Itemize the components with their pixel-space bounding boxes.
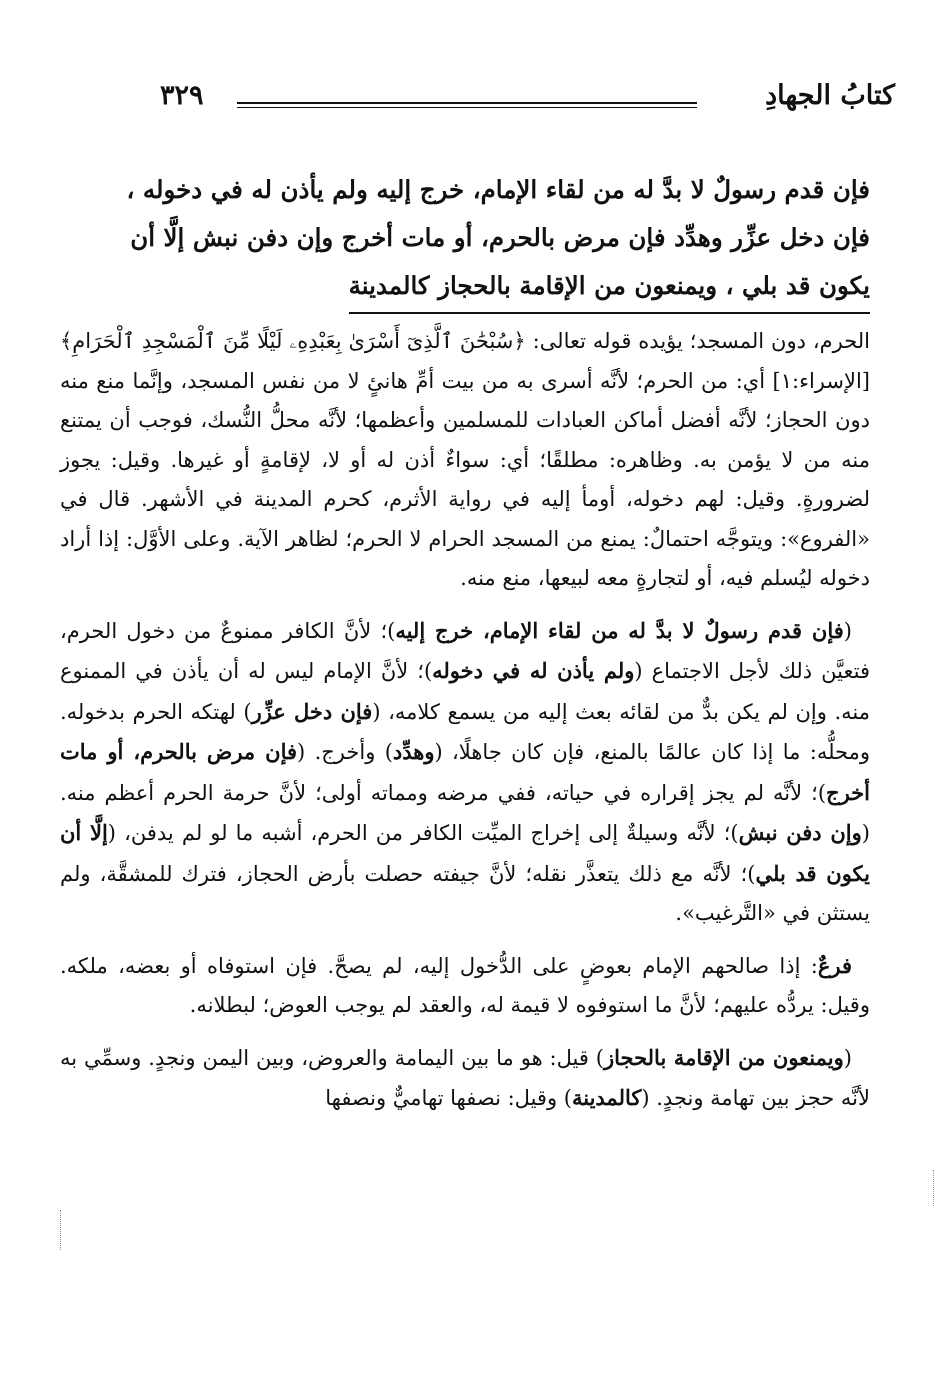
quoted-matn: فإن مرض بالحرم، أو مات أخرج — [60, 739, 870, 805]
quoted-matn: كالمدينة — [571, 1085, 642, 1110]
page-header — [160, 80, 895, 120]
main-text-line-3-text: يكون قد بلي ، ويمنعون من الإقامة بالحجاز كالمدينة — [349, 262, 870, 314]
commentary-text: ) قيل: هو ما بين اليمامة والعروض، وبين اليمن ونجدٍ. وسمِّي به لأنَّه حجز بين تهامة ونجدٍ. ( — [60, 1045, 870, 1110]
commentary-text: )؛ لأنَّ الإمام ليس له أن يأذن في الممنوع منه. وإن لم يكن بدٌّ من لقائه بعث إليه من يسمع كلامه، ( — [60, 659, 870, 724]
page-number: ٣٢٩ — [160, 80, 204, 111]
commentary-paragraph-4 — [60, 1038, 870, 1119]
commentary-text: )؛ لأنَّ الكافر ممنوعٌ من دخول الحرم، فتعيَّن ذلك لأجل الاجتماع ( — [60, 618, 870, 683]
quoted-matn: فإن قدم رسولٌ لا بدَّ له من لقاء الإمام، خرج إليه — [395, 617, 844, 643]
main-text-line-1: فإن قدم رسولٌ لا بدَّ له من لقاء الإمام، خرج إليه ولم يأذن له في دخوله ، — [126, 175, 870, 204]
commentary-text: الحرم، دون المسجد؛ يؤيده قوله تعالى: ﴿سُبْحَٰنَ ٱلَّذِىٓ أَسْرَىٰ بِعَبْدِهِۦ لَيْلًا مِّنَ ٱلْمَسْجِدِ ٱلْحَرَامِ﴾ [الإسراء:١] أي: من الحرم؛ لأنَّه أسرى به من بيت أمِّ هانئٍ لا من نفس المسجد، وإنَّما منع منه دون الحجاز؛ لأنَّه أفضل أماكن العبادات للمسلمين وأعظمها؛ لأنَّه محلُّ النُّسك، فوجب أن يمتنع منه من لا يؤمن به. وظاهره: مطلقًا؛ أي: سواءٌ أذن له أو لا، لإقامةٍ أو غيرها. وقيل: يجوز لضرورةٍ. وقيل: لهم دخوله، أومأ إليه في رواية الأثرم، كحرم المدينة في الأشهر. قال في «الفروع»: ويتوجَّه احتمالٌ: يمنع من المسجد الحرام لا الحرم؛ لظاهر الآية. وعلى الأوَّل: إذا أراد دخوله ليُسلم فيه، أو لتجارةٍ معه لبيعها، منع منه. — [60, 329, 870, 590]
branch-heading: فرعٌ — [817, 952, 852, 978]
commentary-paragraph-2 — [60, 611, 870, 934]
open-paren: ( — [843, 1045, 852, 1070]
running-head-title: كتابُ الجهادِ — [765, 80, 895, 111]
commentary-text: )؛ لأنَّه مع ذلك يتعذَّر نقله؛ لأنَّ جيفته حصلت بأرض الحجاز، فترك للمشقَّة، ولم يستثن في «التَّرغيب». — [60, 861, 870, 925]
commentary-text: )؛ لأنَّه لم يجز إقراره في حياته، ففي مرضه ومماته أولى؛ لأنَّ حرمة الحرم أعظم منه. ( — [60, 780, 870, 845]
commentary-paragraph-3 — [60, 946, 870, 1026]
quoted-matn: فإن دخل عزِّر — [251, 698, 373, 724]
main-text-block — [60, 166, 870, 314]
quoted-matn: وإن دفن نبش — [738, 820, 862, 845]
main-text-line-3 — [60, 262, 870, 314]
commentary-text: ) لهتكه الحرم بدخوله. ومحلُّه: ما إذا كان عالمًا بالمنع، فإن كان جاهلًا، ( — [60, 699, 870, 764]
quoted-matn: ويمنعون من الإقامة بالحجاز — [604, 1044, 844, 1070]
quoted-matn: إلَّا أن يكون قد بلي — [60, 820, 870, 886]
quoted-matn: وهدِّد — [392, 739, 435, 764]
scan-margin-mark — [933, 1170, 937, 1206]
scan-margin-mark — [60, 1210, 65, 1250]
header-rule — [237, 102, 697, 108]
commentary-paragraph-1 — [60, 322, 870, 599]
commentary-block — [60, 322, 870, 1119]
main-text-line-2: فإن دخل عزِّر وهدِّد فإن مرض بالحرم، أو مات أخرج وإن دفن نبش إلَّا أن — [130, 223, 870, 252]
commentary-text: )؛ لأنَّه وسيلةٌ إلى إخراج الميِّت الكافر من الحرم، أشبه ما لو لم يدفن، ( — [107, 821, 739, 845]
commentary-text: : إذا صالحهم الإمام بعوضٍ على الدُّخول إليه، لم يصحَّ. فإن استوفاه أو بعضه، ملكه. وقيل: يردُّه عليهم؛ لأنَّ ما استوفوه لا قيمة له، والعقد لم يوجب العوض؛ لبطلانه. — [60, 953, 870, 1017]
open-paren: ( — [843, 618, 852, 643]
quoted-matn: ولم يأذن له في دخوله — [432, 658, 635, 683]
commentary-text: ) وأخرج. ( — [297, 740, 393, 764]
commentary-text: ) وقيل: نصفها تهاميٌّ ونصفها — [325, 1086, 572, 1110]
